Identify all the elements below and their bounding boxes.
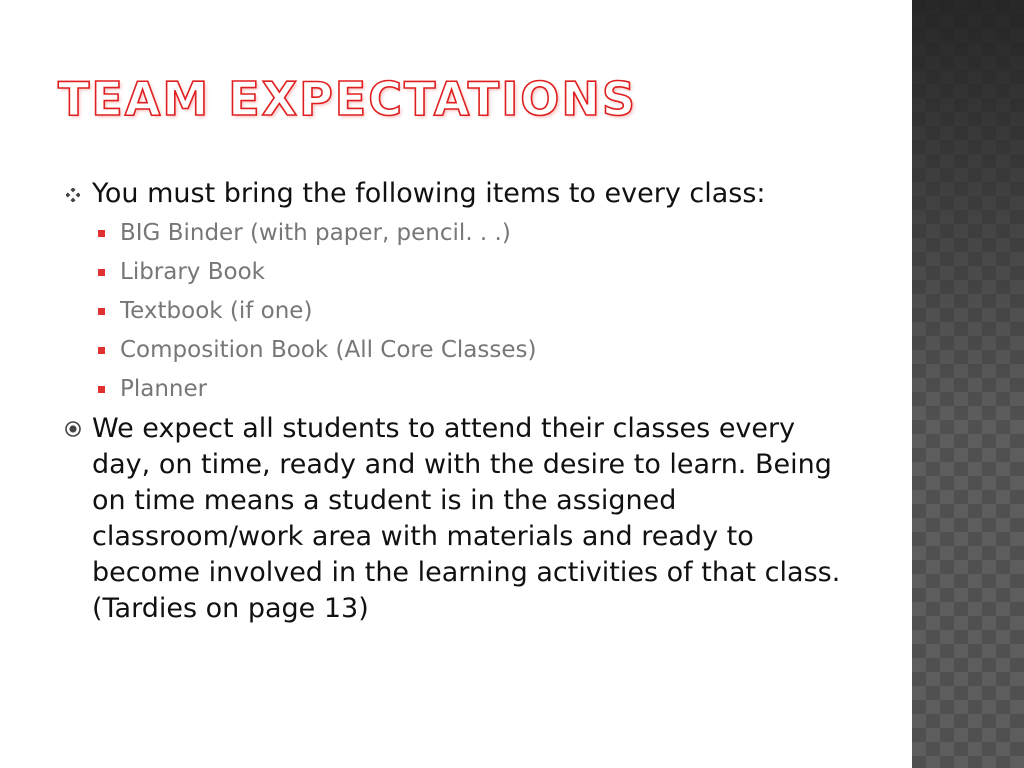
square-bullet-icon — [98, 230, 105, 237]
slide-content — [60, 176, 860, 627]
sub-list-item — [60, 331, 860, 370]
sub-list-item — [60, 292, 860, 331]
sub-item-text: Library Book — [120, 259, 265, 285]
sub-list — [60, 214, 860, 409]
square-bullet-icon — [98, 347, 105, 354]
sub-list-item — [60, 214, 860, 253]
sub-item-text: Planner — [120, 376, 208, 402]
sub-item-text: BIG Binder (with paper, pencil. . .) — [120, 220, 511, 246]
sub-item-text: Composition Book (All Core Classes) — [120, 337, 537, 363]
square-bullet-icon — [98, 386, 105, 393]
circle-bullet-icon — [64, 420, 82, 438]
bullet-text: You must bring the following items to every class: — [92, 178, 766, 209]
bullet-item — [60, 411, 860, 627]
slide-title: TEAM EXPECTATIONS — [58, 72, 638, 126]
square-bullet-icon — [98, 269, 105, 276]
square-bullet-icon — [98, 308, 105, 315]
sub-list-item — [60, 253, 860, 292]
sub-list-item — [60, 370, 860, 409]
diamond-bullet-icon — [66, 188, 80, 202]
sub-item-text: Textbook (if one) — [120, 298, 313, 324]
decorative-side-panel — [912, 0, 1024, 768]
bullet-text: We expect all students to attend their classes every day, on time, ready and with the desire to learn. Being on time means a student is in the assigned classroom/work area with materials and ready to become involved in the learning activities of that class. (Tardies on page 13) — [92, 413, 841, 624]
bullet-item — [60, 176, 860, 212]
